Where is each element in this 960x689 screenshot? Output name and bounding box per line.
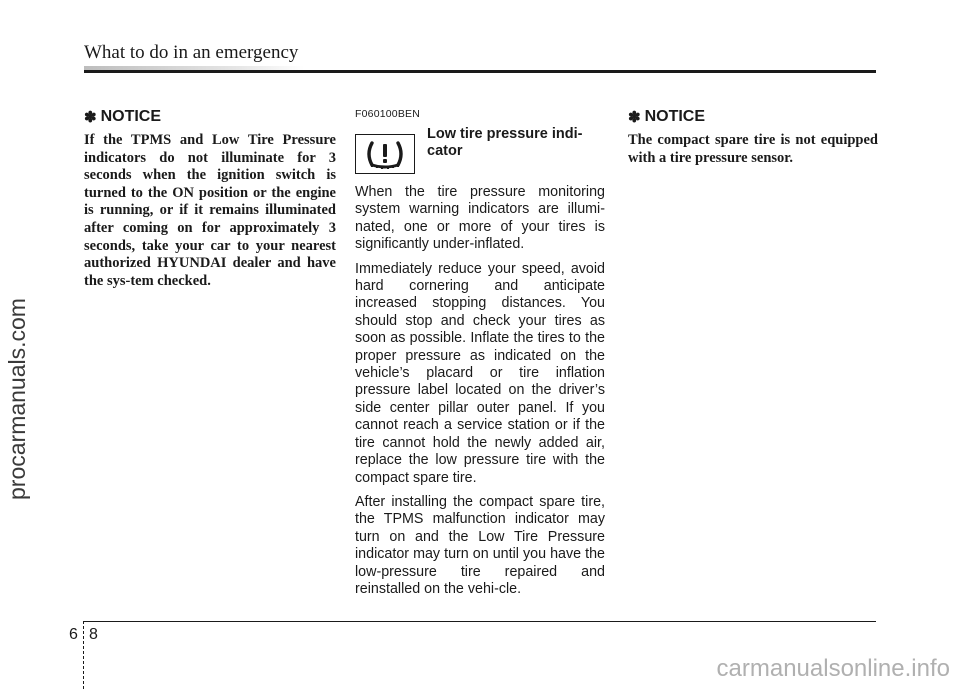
page-number: 8 bbox=[89, 626, 98, 643]
left-notice-column bbox=[84, 108, 336, 290]
indicator-title: Low tire pressure indi-cator bbox=[427, 126, 583, 159]
left-notice-body: If the TPMS and Low Tire Pressure indicators do not illuminate for 3 seconds when the ignition switch is turned to the ON position or the engine is running, or if it remains illuminated after coming on for approximately 3 seconds, take your car to your nearest authorized HYUNDAI dealer and have the sys-tem checked. bbox=[84, 132, 336, 289]
page-header-title: What to do in an emergency bbox=[84, 42, 299, 63]
watermark-bottom: carmanualsonline.info bbox=[716, 655, 950, 682]
right-notice-body: The compact spare tire is not equipped with a tire pressure sensor. bbox=[628, 132, 878, 166]
watermark-left: procarmanuals.com bbox=[4, 298, 30, 500]
right-notice-heading bbox=[628, 108, 878, 126]
low-tire-pressure-icon bbox=[355, 134, 415, 174]
middle-paragraph-3: After installing the compact spare tire, the TPMS malfunction indicator may turn on and the Low Tire Pressure indicator may turn on until you have the low-pressure tire repaired and reinstalled on the vehi-cle. bbox=[355, 493, 605, 597]
right-notice-column bbox=[628, 108, 878, 167]
left-notice-heading bbox=[84, 108, 336, 126]
page-number-divider bbox=[83, 621, 84, 689]
header-rule bbox=[84, 70, 876, 73]
notice-star-icon: ✽ bbox=[84, 109, 97, 126]
footer-rule bbox=[83, 621, 876, 622]
indicator-row bbox=[355, 126, 605, 174]
middle-paragraph-1: When the tire pressure monitoring system warning indicators are illumi-nated, one or more of your tires is significantly under-inflated. bbox=[355, 184, 605, 253]
right-notice-heading-text: NOTICE bbox=[644, 108, 706, 125]
chapter-number: 6 bbox=[69, 626, 78, 643]
section-code: F060100BEN bbox=[355, 108, 421, 120]
left-notice-heading-text: NOTICE bbox=[100, 108, 162, 125]
middle-column bbox=[355, 108, 605, 605]
middle-paragraph-2: Immediately reduce your speed, avoid hard cornering and anticipate increased stopping distances. You should stop and check your tires as soon as possible. Inflate the tires to the proper pressure as indicated on the vehicle’s placard or tire inflation pressure label located on the driver’s side center pillar outer panel. If you cannot reach a service station or if the tire cannot hold the newly added air, replace the low pressure tire with the compact spare tire. bbox=[355, 260, 605, 486]
notice-star-icon: ✽ bbox=[628, 109, 641, 126]
